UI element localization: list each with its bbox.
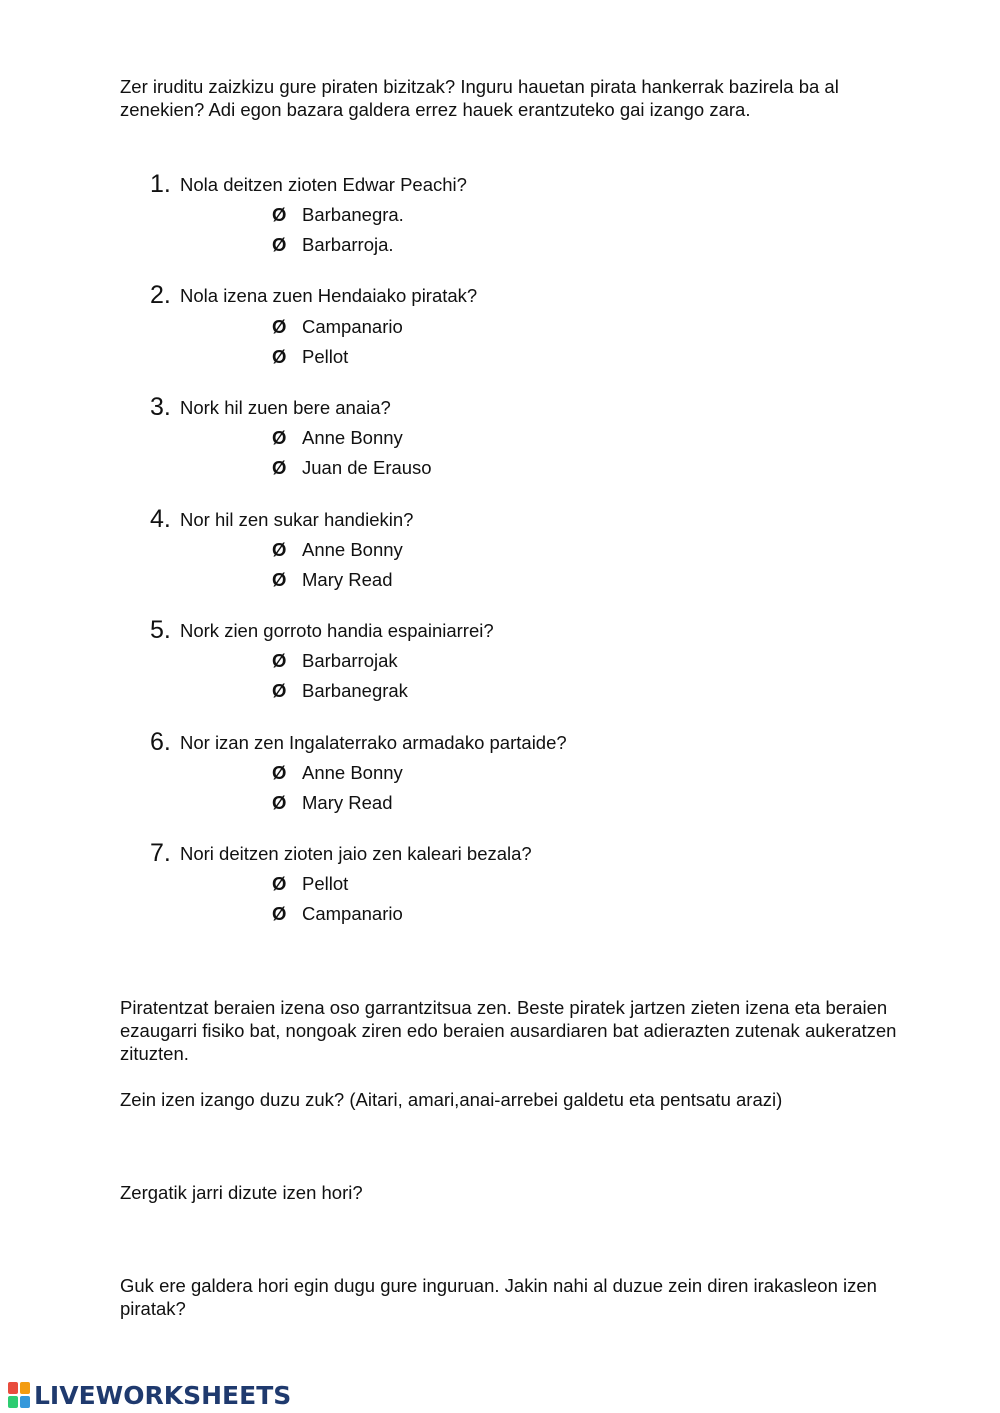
logo-tile-1 <box>8 1382 18 1394</box>
question-6 <box>150 729 910 756</box>
question-7-option-1[interactable] <box>272 872 348 896</box>
bullet-icon: Ø <box>272 680 287 701</box>
question-5 <box>150 617 910 644</box>
bullet-icon: Ø <box>272 427 287 448</box>
question-7-option-2[interactable] <box>272 902 403 926</box>
question-2-option-2[interactable] <box>272 345 348 369</box>
question-1-option-1[interactable] <box>272 203 404 227</box>
question-3-option-2[interactable] <box>272 456 432 480</box>
bullet-icon: Ø <box>272 650 287 671</box>
option-text: Pellot <box>302 873 349 894</box>
bullet-icon: Ø <box>272 792 287 813</box>
question-6-option-2[interactable] <box>272 791 392 815</box>
question-1 <box>150 171 910 198</box>
question-number: 2. <box>150 281 171 309</box>
option-text: Anne Bonny <box>302 762 403 783</box>
option-text: Barbanegrak <box>302 680 408 701</box>
question-4-option-1[interactable] <box>272 538 403 562</box>
question-2 <box>150 282 910 309</box>
option-text: Barbarrojak <box>302 650 398 671</box>
option-text: Pellot <box>302 346 349 367</box>
question-text: Nola deitzen zioten Edwar Peachi? <box>180 174 467 195</box>
logo-text: LIVEWORKSHEETS <box>34 1380 292 1410</box>
question-5-option-2[interactable] <box>272 679 408 703</box>
question-text: Nork hil zuen bere anaia? <box>180 397 391 418</box>
logo-tile-4 <box>20 1396 30 1408</box>
question-4 <box>150 506 910 533</box>
logo-tile-2 <box>20 1382 30 1394</box>
intro-paragraph: Zer iruditu zaizkizu gure piraten bizitzak? Inguru hauetan pirata hankerrak bazirela ba al zenekien? Adi egon bazara galdera errez hauek erantzuteko gai izango zara. <box>120 76 839 120</box>
question-3-option-1[interactable] <box>272 426 403 450</box>
bullet-icon: Ø <box>272 346 287 367</box>
bullet-icon: Ø <box>272 539 287 560</box>
option-text: Campanario <box>302 316 403 337</box>
option-text: Anne Bonny <box>302 427 403 448</box>
option-text: Campanario <box>302 903 403 924</box>
option-text: Barbarroja. <box>302 234 394 255</box>
question-5-option-1[interactable] <box>272 649 398 673</box>
names-paragraph: Piratentzat beraien izena oso garrantzitsua zen. Beste piratek jartzen zieten izena eta beraien ezaugarri fisiko bat, nongoak ziren edo beraien ausardiaren bat adierazten zutenak aukeratzen zituzten. <box>120 997 897 1064</box>
question-7 <box>150 840 910 867</box>
question-number: 7. <box>150 839 171 867</box>
bullet-icon: Ø <box>272 873 287 894</box>
bullet-icon: Ø <box>272 316 287 337</box>
question-text: Nork zien gorroto handia espainiarrei? <box>180 620 494 641</box>
question-text: Nor hil zen sukar handiekin? <box>180 509 414 530</box>
question-text: Nori deitzen zioten jaio zen kaleari bezala? <box>180 843 532 864</box>
liveworksheets-logo[interactable] <box>8 1381 291 1409</box>
bullet-icon: Ø <box>272 457 287 478</box>
closing-paragraph: Guk ere galdera hori egin dugu gure inguruan. Jakin nahi al duzue zein diren irakasleon izen piratak? <box>120 1275 877 1319</box>
question-text: Nola izena zuen Hendaiako piratak? <box>180 285 478 306</box>
bullet-icon: Ø <box>272 569 287 590</box>
logo-tile-3 <box>8 1396 18 1408</box>
question-2-option-1[interactable] <box>272 315 403 339</box>
option-text: Mary Read <box>302 569 393 590</box>
question-text: Nor izan zen Ingalaterrako armadako partaide? <box>180 732 567 753</box>
why-question: Zergatik jarri dizute izen hori? <box>120 1182 363 1203</box>
option-text: Mary Read <box>302 792 393 813</box>
question-4-option-2[interactable] <box>272 568 392 592</box>
question-number: 5. <box>150 616 171 644</box>
your-name-question: Zein izen izango duzu zuk? (Aitari, amari,anai-arrebei galdetu eta pentsatu arazi) <box>120 1089 783 1110</box>
bullet-icon: Ø <box>272 762 287 783</box>
option-text: Juan de Erauso <box>302 457 432 478</box>
option-text: Anne Bonny <box>302 539 403 560</box>
question-number: 3. <box>150 393 171 421</box>
question-number: 6. <box>150 728 171 756</box>
bullet-icon: Ø <box>272 204 287 225</box>
question-1-option-2[interactable] <box>272 233 394 257</box>
option-text: Barbanegra. <box>302 204 404 225</box>
question-number: 1. <box>150 170 171 198</box>
bullet-icon: Ø <box>272 903 287 924</box>
question-number: 4. <box>150 505 171 533</box>
logo-tiles-icon <box>8 1382 30 1408</box>
bullet-icon: Ø <box>272 234 287 255</box>
question-6-option-1[interactable] <box>272 761 403 785</box>
question-3 <box>150 394 910 421</box>
